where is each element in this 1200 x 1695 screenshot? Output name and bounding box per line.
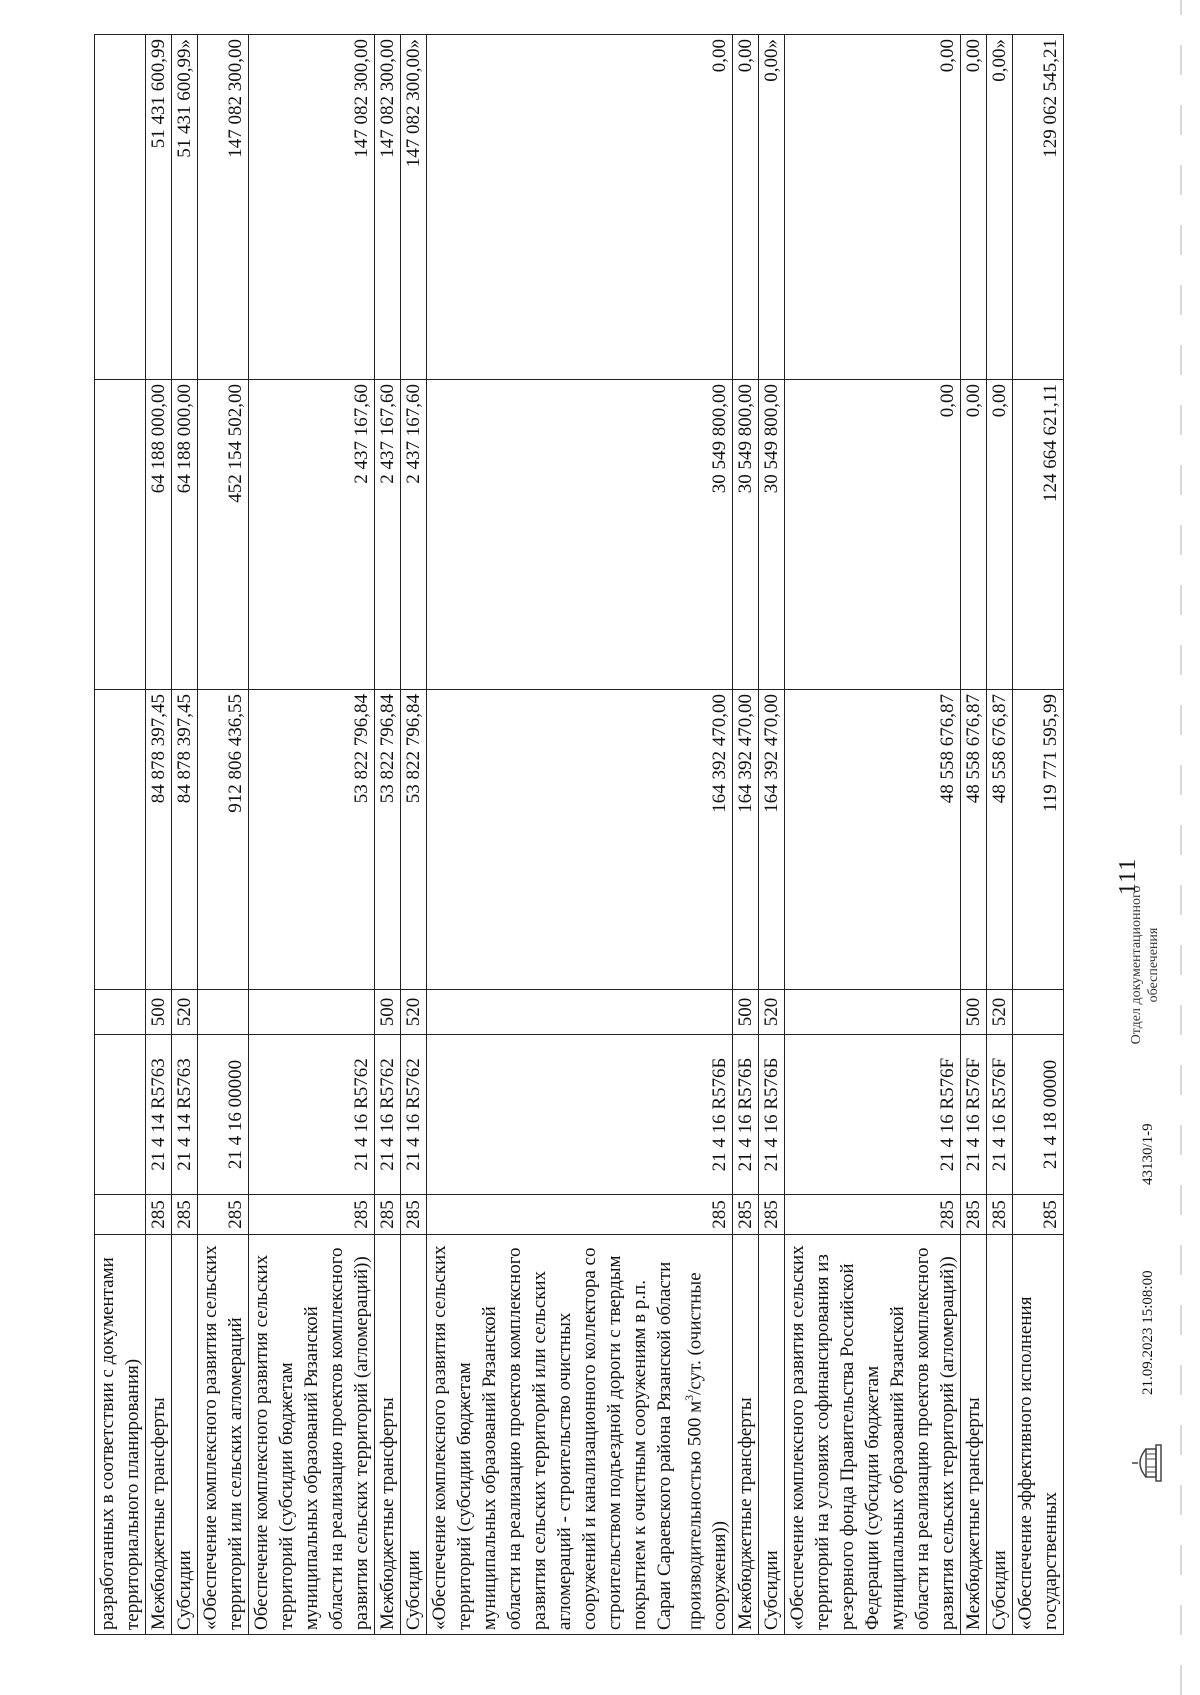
row-value-2024-cell: 30 549 800,00: [759, 380, 785, 690]
table-row: [172, 35, 198, 1635]
table-row: [95, 35, 146, 1635]
stamp-line-2: обеспечения: [1146, 927, 1161, 1003]
row-value-2025-cell: 147 082 300,00»: [401, 35, 427, 380]
row-value-2024-cell: 2 437 167,60: [401, 380, 427, 690]
row-vr-cell: [198, 990, 249, 1035]
row-name-cell: Субсидии: [172, 1235, 198, 1635]
row-value-2025-cell: 147 082 300,00: [375, 35, 401, 380]
row-csr-cell: 21 4 16 R576F: [961, 1035, 987, 1195]
row-ministry-cell: 285: [146, 1195, 172, 1235]
row-value-2025-cell: 0,00»: [987, 35, 1013, 380]
row-value-2024-cell: [95, 380, 146, 690]
row-name-cell: Обеспечение комплексного развития сельских территорий (субсидии бюджетам муниципальных образований Рязанской области на реализацию проектов комплексного развития сельских территорий (агломераций)): [249, 1235, 375, 1635]
row-ministry-cell: 285: [733, 1195, 759, 1235]
row-csr-cell: 21 4 16 00000: [198, 1035, 249, 1195]
footer-date: 21.09.2023 15:08:00: [1140, 1270, 1156, 1395]
table-row: [427, 35, 733, 1635]
row-vr-cell: 520: [759, 990, 785, 1035]
row-value-2025-cell: 129 062 545,21: [1013, 35, 1064, 380]
scan-edge-noise: [1180, 0, 1182, 1695]
row-vr-cell: 500: [961, 990, 987, 1035]
row-value-2023-cell: 119 771 595,99: [1013, 690, 1064, 990]
row-name-cell: «Обеспечение комплексного развития сельских территорий на условиях софинансирования из резервного фонда Правительства Российской Федерации (субсидии бюджетам муниципальных образований Рязанской области на реализацию проектов комплексного развития сельских территорий (агломераций)): [785, 1235, 961, 1635]
row-vr-cell: [427, 990, 733, 1035]
row-name-superscript: 3: [682, 1394, 696, 1401]
row-value-2023-cell: 84 878 397,45: [172, 690, 198, 990]
row-name-tail: /сут. (очистные сооружения)): [684, 1272, 731, 1630]
row-value-2025-cell: 0,00: [427, 35, 733, 380]
table-row: [198, 35, 249, 1635]
row-value-2024-cell: 0,00: [987, 380, 1013, 690]
row-name-cell: Субсидии: [759, 1235, 785, 1635]
row-value-2023-cell: 48 558 676,87: [987, 690, 1013, 990]
row-vr-cell: 520: [987, 990, 1013, 1035]
row-name-cell: Межбюджетные трансферты: [733, 1235, 759, 1635]
row-value-2023-cell: 48 558 676,87: [785, 690, 961, 990]
row-value-2025-cell: 0,00»: [759, 35, 785, 380]
row-value-2025-cell: 147 082 300,00: [198, 35, 249, 380]
row-ministry-cell: 285: [759, 1195, 785, 1235]
row-csr-cell: 21 4 18 00000: [1013, 1035, 1064, 1195]
row-name-text: «Обеспечение комплексного развития сельских территорий (субсидии бюджетам муниципальных образований Рязанской области на реализацию проектов комплексного развития сельских территорий или сельских агломераций - строительство очистных сооружений и канализационного коллектора со строительством подъездной дороги с твердым покрытием к очистным сооружениям в р.п. Сараи Сараевского района Рязанской области производительностью 500 м: [429, 1245, 706, 1630]
table-row: [375, 35, 401, 1635]
row-csr-cell: 21 4 16 R5762: [375, 1035, 401, 1195]
row-value-2024-cell: 30 549 800,00: [427, 380, 733, 690]
stamp-line-1: Отдел документационного: [1129, 885, 1144, 1045]
row-csr-cell: 21 4 16 R576Б: [759, 1035, 785, 1195]
row-name-cell: «Обеспечение комплексного развития сельских территорий или сельских агломераций: [198, 1235, 249, 1635]
row-value-2024-cell: 64 188 000,00: [146, 380, 172, 690]
row-value-2025-cell: 0,00: [961, 35, 987, 380]
row-csr-cell: 21 4 14 R5763: [146, 1035, 172, 1195]
row-ministry-cell: 285: [401, 1195, 427, 1235]
row-value-2023-cell: [95, 690, 146, 990]
row-vr-cell: 500: [146, 990, 172, 1035]
row-value-2023-cell: 164 392 470,00: [427, 690, 733, 990]
table-row: [987, 35, 1013, 1635]
row-vr-cell: [1013, 990, 1064, 1035]
row-value-2023-cell: 84 878 397,45: [146, 690, 172, 990]
row-name-cell: разработанных в соответствии с документами территориального планирования): [95, 1235, 146, 1635]
row-value-2024-cell: 0,00: [961, 380, 987, 690]
table-row: [785, 35, 961, 1635]
row-value-2024-cell: 124 664 621,11: [1013, 380, 1064, 690]
row-value-2025-cell: 0,00: [785, 35, 961, 380]
row-vr-cell: 500: [733, 990, 759, 1035]
footer-code: 43130/1-9: [1140, 1123, 1156, 1185]
table-row: [401, 35, 427, 1635]
row-ministry-cell: 285: [198, 1195, 249, 1235]
row-vr-cell: 520: [401, 990, 427, 1035]
row-value-2024-cell: 0,00: [785, 380, 961, 690]
table-row: [733, 35, 759, 1635]
row-value-2024-cell: 2 437 167,60: [249, 380, 375, 690]
table-row: [1013, 35, 1064, 1635]
row-csr-cell: 21 4 16 R576F: [785, 1035, 961, 1195]
budget-table: [94, 34, 1064, 1635]
row-value-2023-cell: 48 558 676,87: [961, 690, 987, 990]
table-row: [961, 35, 987, 1635]
table-row: [249, 35, 375, 1635]
row-ministry-cell: 285: [785, 1195, 961, 1235]
row-vr-cell: 500: [375, 990, 401, 1035]
row-value-2023-cell: 164 392 470,00: [733, 690, 759, 990]
row-value-2024-cell: 64 188 000,00: [172, 380, 198, 690]
row-name-cell: Межбюджетные трансферты: [146, 1235, 172, 1635]
row-value-2024-cell: 2 437 167,60: [375, 380, 401, 690]
row-csr-cell: 21 4 16 R576Б: [427, 1035, 733, 1195]
row-ministry-cell: 285: [961, 1195, 987, 1235]
row-csr-cell: 21 4 16 R576F: [987, 1035, 1013, 1195]
row-value-2025-cell: 147 082 300,00: [249, 35, 375, 380]
row-value-2025-cell: 0,00: [733, 35, 759, 380]
row-ministry-cell: 285: [249, 1195, 375, 1235]
row-value-2023-cell: 164 392 470,00: [759, 690, 785, 990]
row-name-cell: Субсидии: [401, 1235, 427, 1635]
row-name-cell: [427, 1235, 733, 1635]
row-csr-cell: 21 4 16 R5762: [249, 1035, 375, 1195]
row-ministry-cell: 285: [427, 1195, 733, 1235]
row-ministry-cell: 285: [987, 1195, 1013, 1235]
row-ministry-cell: 285: [375, 1195, 401, 1235]
row-vr-cell: [785, 990, 961, 1035]
row-csr-cell: 21 4 14 R5763: [172, 1035, 198, 1195]
row-value-2023-cell: 53 822 796,84: [249, 690, 375, 990]
row-ministry-cell: [95, 1195, 146, 1235]
row-value-2023-cell: 53 822 796,84: [375, 690, 401, 990]
table-row: [759, 35, 785, 1635]
row-csr-cell: 21 4 16 R5762: [401, 1035, 427, 1195]
row-csr-cell: 21 4 16 R576Б: [733, 1035, 759, 1195]
row-value-2025-cell: 51 431 600,99: [146, 35, 172, 380]
row-value-2025-cell: 51 431 600,99»: [172, 35, 198, 380]
row-vr-cell: [249, 990, 375, 1035]
row-value-2023-cell: 912 806 436,55: [198, 690, 249, 990]
page-number: 111: [1115, 857, 1141, 895]
row-name-cell: Субсидии: [987, 1235, 1013, 1635]
row-ministry-cell: 285: [1013, 1195, 1064, 1235]
row-ministry-cell: 285: [172, 1195, 198, 1235]
row-vr-cell: 520: [172, 990, 198, 1035]
duma-emblem-icon: [1130, 1441, 1164, 1485]
row-name-cell: Межбюджетные трансферты: [375, 1235, 401, 1635]
row-name-cell: Межбюджетные трансферты: [961, 1235, 987, 1635]
row-value-2023-cell: 53 822 796,84: [401, 690, 427, 990]
table-row: [146, 35, 172, 1635]
page-footer: [1129, 35, 1200, 1635]
table-body: [95, 35, 1064, 1635]
row-value-2024-cell: 452 154 502,00: [198, 380, 249, 690]
row-value-2024-cell: 30 549 800,00: [733, 380, 759, 690]
row-name-cell: «Обеспечение эффективного исполнения государственных: [1013, 1235, 1064, 1635]
row-csr-cell: [95, 1035, 146, 1195]
row-value-2025-cell: [95, 35, 146, 380]
stamp-text: [1128, 815, 1162, 1115]
row-vr-cell: [95, 990, 146, 1035]
